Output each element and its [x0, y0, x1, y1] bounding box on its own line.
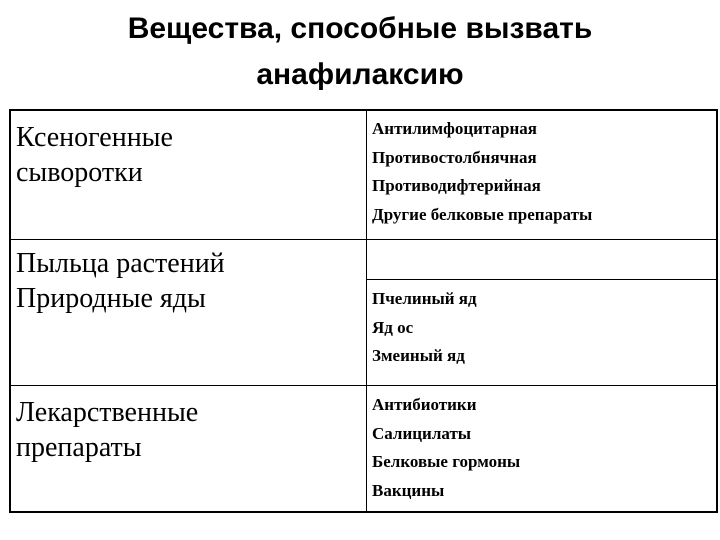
- row-divider: [11, 385, 718, 386]
- row-divider: [366, 279, 718, 280]
- column-divider: [366, 111, 367, 511]
- list-item: Противодифтерийная: [372, 176, 541, 196]
- category-xenogeneic-sera: Ксеногенные сыворотки: [16, 122, 173, 188]
- slide-title: [0, 6, 720, 98]
- list-item: Змеиный яд: [372, 346, 465, 366]
- examples-drugs: [372, 391, 520, 506]
- list-item: Другие белковые препараты: [372, 205, 593, 225]
- list-item: Яд ос: [372, 317, 414, 337]
- category-pollen-venoms: Пыльца растений Природные яды: [16, 248, 225, 314]
- list-item: Пчелиный яд: [372, 289, 477, 308]
- category-drugs: Лекарственные препараты: [16, 397, 199, 463]
- list-item: Антибиотики: [372, 395, 477, 414]
- examples-venoms: [372, 285, 477, 371]
- title-line-2: анафилаксию: [256, 58, 464, 91]
- title-line-1: Вещества, способные вызвать: [127, 12, 593, 45]
- list-item: Вакцины: [372, 481, 445, 501]
- list-item: Белковые гормоны: [372, 452, 521, 472]
- list-item: Салицилаты: [372, 423, 472, 443]
- list-item: Противостолбнячная: [372, 147, 537, 167]
- allergen-table: [9, 109, 718, 513]
- list-item: Антилимфоцитарная: [372, 119, 537, 138]
- row-divider: [11, 239, 718, 240]
- examples-xenogeneic-sera: [372, 115, 592, 230]
